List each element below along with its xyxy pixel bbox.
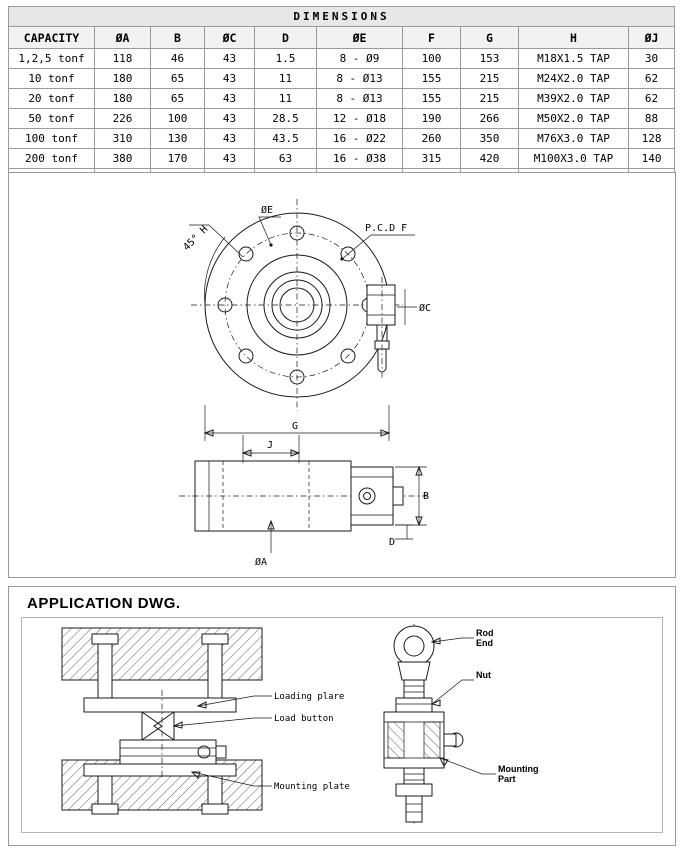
mounting-part-leader [440, 758, 496, 774]
nut-lower [396, 784, 432, 796]
angle-arc [204, 237, 225, 305]
cell-oa: 380 [95, 149, 151, 169]
label-loading-plate: Loading plare [274, 692, 345, 702]
cell-oa: 118 [95, 49, 151, 69]
cell-oe: 16 - Ø38 [317, 149, 403, 169]
cell-g: 215 [461, 69, 519, 89]
cell-h: M18X1.5 TAP [519, 49, 629, 69]
cell-capacity: 100 tonf [9, 129, 95, 149]
cell-g: 266 [461, 109, 519, 129]
cell-capacity: 20 tonf [9, 89, 95, 109]
connector-block [367, 285, 395, 325]
table-row [9, 49, 675, 69]
cell-d: 11 [255, 89, 317, 109]
cell-h: M76X3.0 TAP [519, 129, 629, 149]
tie-rod-right-nut [202, 804, 228, 814]
loading-plate [84, 698, 236, 712]
tension-cell-hatch-left [388, 722, 404, 758]
tie-rod-left [98, 640, 112, 698]
cell-oe: 8 - Ø13 [317, 89, 403, 109]
side-gland [393, 487, 403, 505]
application-panel [8, 586, 676, 846]
table-row [9, 89, 675, 109]
table-header-row [9, 27, 675, 49]
cell-b: 100 [151, 109, 205, 129]
label-mounting-part-line1: Mounting [498, 764, 539, 774]
cell-oa: 226 [95, 109, 151, 129]
cell-f: 315 [403, 149, 461, 169]
mounting-plate [84, 764, 236, 776]
cell-g: 350 [461, 129, 519, 149]
load-button-leader [174, 718, 272, 726]
cell-h: M50X2.0 TAP [519, 109, 629, 129]
cell-oj: 128 [629, 129, 675, 149]
label-mounting-part-line2: Part [498, 774, 516, 784]
table-row [9, 129, 675, 149]
cell-d: 28.5 [255, 109, 317, 129]
cell-oj: 62 [629, 89, 675, 109]
load-cell-body [120, 740, 216, 764]
bolt-hole [239, 349, 253, 363]
header-f: F [403, 27, 461, 49]
cell-oc: 43 [205, 89, 255, 109]
rod-lower [404, 768, 424, 784]
side-view [179, 435, 429, 568]
cell-oa: 310 [95, 129, 151, 149]
load-cell-gland [216, 746, 226, 758]
header-oj: ØJ [629, 27, 675, 49]
header-g: G [461, 27, 519, 49]
label-oe: ØE [261, 205, 274, 216]
cell-b: 130 [151, 129, 205, 149]
cell-b: 65 [151, 69, 205, 89]
header-oc: ØC [205, 27, 255, 49]
cell-f: 155 [403, 69, 461, 89]
label-45-h: 45° H [181, 224, 211, 254]
cell-g: 420 [461, 149, 519, 169]
cell-f: 190 [403, 109, 461, 129]
label-g: G [292, 421, 299, 432]
rod-end-eye [394, 626, 434, 666]
pcd-leader [342, 235, 415, 259]
cell-oe: 12 - Ø18 [317, 109, 403, 129]
header-b: B [151, 27, 205, 49]
cell-h: M39X2.0 TAP [519, 89, 629, 109]
cell-f: 100 [403, 49, 461, 69]
table-row [9, 149, 675, 169]
application-title: APPLICATION DWG. [27, 595, 181, 612]
cell-oe: 8 - Ø9 [317, 49, 403, 69]
cell-h: M24X2.0 TAP [519, 69, 629, 89]
cell-b: 170 [151, 149, 205, 169]
cell-oe: 16 - Ø22 [317, 129, 403, 149]
cell-oc: 43 [205, 149, 255, 169]
application-left [62, 628, 350, 814]
cell-oa: 180 [95, 89, 151, 109]
label-oa: ØA [255, 557, 268, 568]
cell-f: 155 [403, 89, 461, 109]
cell-oj: 140 [629, 149, 675, 169]
table-row [9, 109, 675, 129]
tie-rod-right [208, 640, 222, 698]
rod-lower-tail [406, 796, 422, 822]
header-d: D [255, 27, 317, 49]
tension-cell-gland [444, 734, 456, 746]
cell-oc: 43 [205, 69, 255, 89]
main-drawing-svg [9, 173, 673, 575]
tie-rod-right-head [202, 634, 228, 644]
cell-capacity: 1,2,5 tonf [9, 49, 95, 69]
cell-oc: 43 [205, 49, 255, 69]
label-d: D [389, 537, 396, 548]
cell-d: 43.5 [255, 129, 317, 149]
load-button [142, 712, 174, 740]
front-view [181, 199, 431, 441]
cell-b: 65 [151, 89, 205, 109]
header-oe: ØE [317, 27, 403, 49]
cell-oc: 43 [205, 109, 255, 129]
nut [396, 698, 432, 712]
cell-d: 1.5 [255, 49, 317, 69]
tie-rod-left-head [92, 634, 118, 644]
cell-oe: 8 - Ø13 [317, 69, 403, 89]
label-load-button: Load button [274, 714, 334, 724]
oe-leader-dot [269, 243, 272, 246]
label-mounting-plate: Mounting plate [274, 782, 350, 792]
table-row [9, 69, 675, 89]
label-rod-end-line2: End [476, 638, 493, 648]
oe-leader [259, 217, 281, 245]
cell-capacity: 200 tonf [9, 149, 95, 169]
cell-capacity: 10 tonf [9, 69, 95, 89]
cell-d: 63 [255, 149, 317, 169]
label-nut: Nut [476, 670, 491, 680]
application-svg [22, 618, 660, 830]
main-drawing-panel [8, 172, 676, 578]
pcd-leader-dot [340, 257, 343, 260]
label-j: J [267, 440, 274, 451]
application-inner-frame [21, 617, 663, 833]
cell-capacity: 50 tonf [9, 109, 95, 129]
cell-b: 46 [151, 49, 205, 69]
label-rod-end-line1: Rod [476, 628, 494, 638]
d-ext-lines [395, 525, 413, 539]
tension-cell-hatch-right [424, 722, 440, 758]
rod-upper [404, 680, 424, 698]
bolt-hole [239, 247, 253, 261]
label-pcd-f: P.C.D F [365, 223, 408, 234]
cell-oj: 88 [629, 109, 675, 129]
header-capacity: CAPACITY [9, 27, 95, 49]
tie-rod-left-nut [92, 804, 118, 814]
header-h: H [519, 27, 629, 49]
cell-oa: 180 [95, 69, 151, 89]
cell-f: 260 [403, 129, 461, 149]
table-title-row [9, 7, 675, 27]
table-title: DIMENSIONS [9, 7, 675, 27]
cell-oc: 43 [205, 129, 255, 149]
cell-h: M100X3.0 TAP [519, 149, 629, 169]
header-oa: ØA [95, 27, 151, 49]
cell-g: 153 [461, 49, 519, 69]
cell-oj: 62 [629, 69, 675, 89]
cell-d: 11 [255, 69, 317, 89]
application-right [384, 624, 538, 824]
label-b: B [423, 491, 430, 502]
rod-end-shank [398, 662, 430, 680]
side-connector-housing [351, 467, 393, 525]
label-oc: ØC [419, 303, 432, 314]
cell-oj: 30 [629, 49, 675, 69]
cell-g: 215 [461, 89, 519, 109]
